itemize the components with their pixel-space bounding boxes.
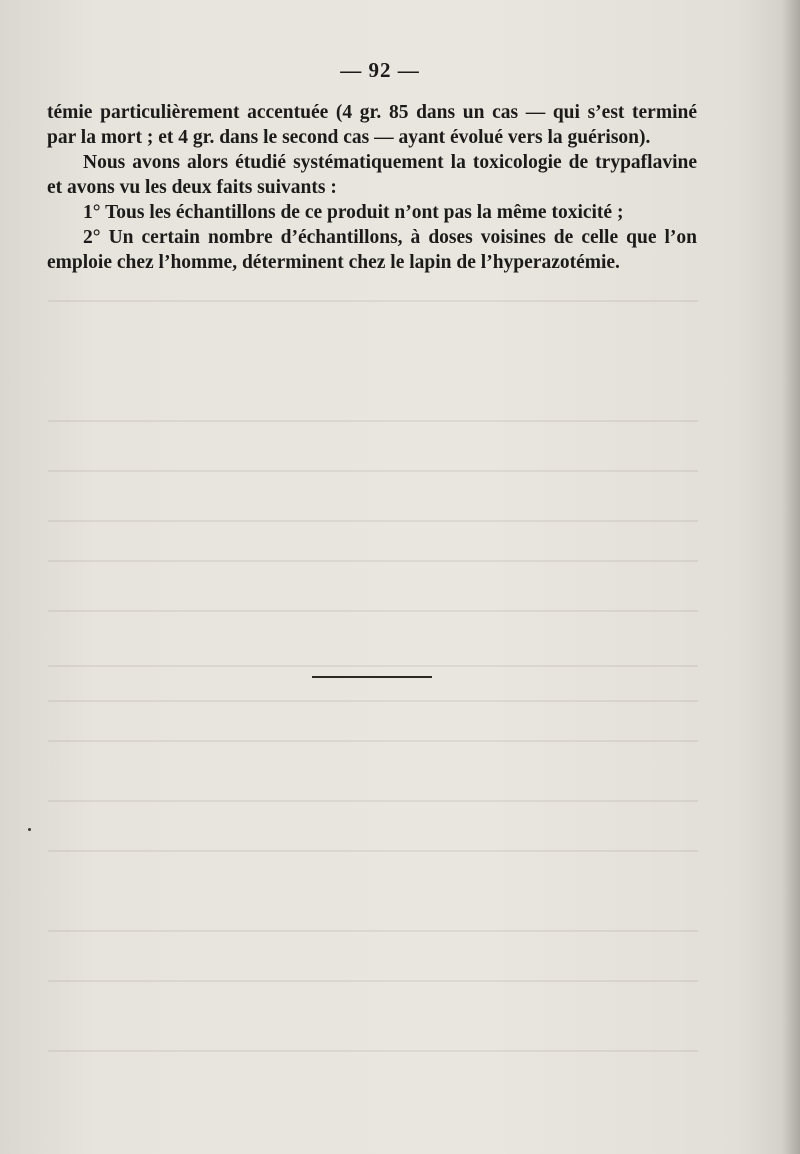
paragraph-fact-one: 1° Tous les échantillons de ce produit n’ont pas la même toxicité ; xyxy=(83,202,624,223)
paragraph-continuation: témie particulièrement accentuée (4 gr. 85 dans un cas — qui s’est terminé par la mort ; et 4 gr. dans le second cas — ayant évolué vers la guérison). xyxy=(47,102,697,148)
body-text xyxy=(47,100,697,275)
bleed-through-line xyxy=(48,560,698,562)
bleed-through-line xyxy=(48,300,698,302)
bleed-through-line xyxy=(48,610,698,612)
bleed-through-line xyxy=(48,420,698,422)
bleed-through-line xyxy=(48,740,698,742)
bleed-through-line xyxy=(48,1050,698,1052)
bleed-through-line xyxy=(48,520,698,522)
page-number: — 92 — xyxy=(340,58,420,82)
bleed-through-line xyxy=(48,665,698,667)
bleed-through-line xyxy=(48,980,698,982)
bleed-through-line xyxy=(48,700,698,702)
bleed-through-line xyxy=(48,800,698,802)
page-edge-shadow xyxy=(782,0,800,1154)
paper-speck xyxy=(28,828,31,831)
bleed-through-line xyxy=(48,930,698,932)
section-divider xyxy=(312,676,432,678)
bleed-through-line xyxy=(48,470,698,472)
paragraph-toxicology: Nous avons alors étudié systématiquement la toxicologie de trypaflavine et avons vu les deux faits suivants : xyxy=(47,152,697,198)
bleed-through-line xyxy=(48,850,698,852)
paragraph-fact-two: 2° Un certain nombre d’échantillons, à doses voisines de celle que l’on emploie chez l’homme, déterminent chez le lapin de l’hyperazotémie. xyxy=(47,227,697,273)
